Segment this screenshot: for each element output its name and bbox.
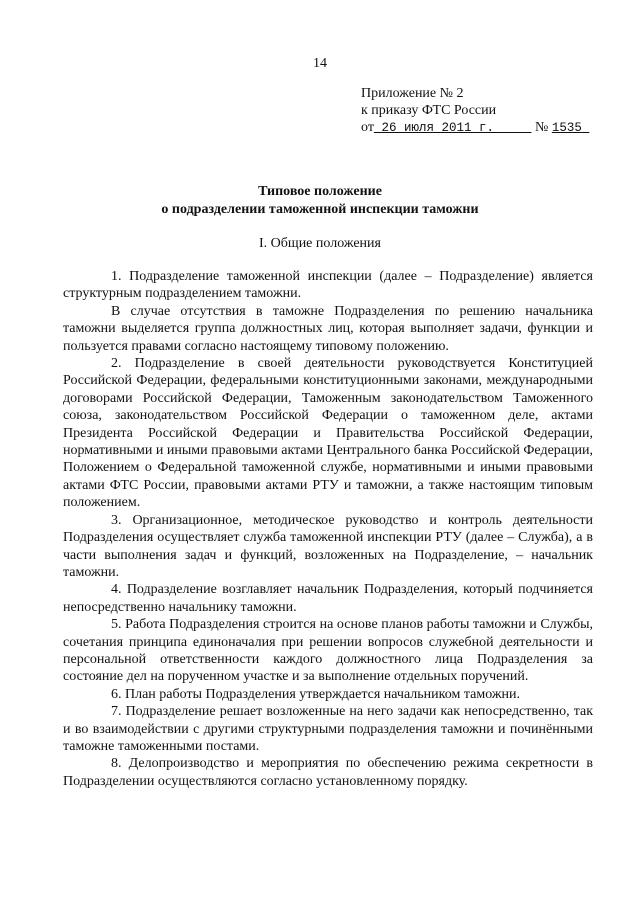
paragraph-3: 3. Организационное, методическое руководство и контроль деятельности Подразделения осуществляет служба таможенной инспекции РТУ (далее – Служба), а в части выполнения задач и функций, возложенных на Подразделение, – начальник таможни. — [63, 512, 593, 580]
document-title-line-2: о подразделении таможенной инспекции таможни — [161, 202, 479, 217]
appendix-title: Приложение № 2 — [361, 86, 464, 101]
appendix-order-reference: к приказу ФТС России — [361, 103, 497, 118]
appendix-date-number-line — [361, 119, 589, 137]
paragraph-5: 5. Работа Подразделения строится на основе планов работы таможни и Службы, сочетания принципа единоначалия при решении вопросов служебной деятельности и персональной ответственности каждого должностного лица Подразделения за состояние дел на порученном участке и за выполнение отдельных поручений. — [63, 617, 593, 685]
paragraph-1-continued: В случае отсутствия в таможне Подразделения по решению начальника таможни выделяется группа должностных лиц, которая выполняет задачи, функции и пользуется правами согласно настоящему типовому положению. — [63, 303, 593, 354]
paragraph-1: 1. Подразделение таможенной инспекции (далее – Подразделение) является структурным подразделением таможни. — [63, 269, 593, 302]
document-title — [0, 183, 640, 219]
order-date: 26 июля 2011 г. — [381, 121, 494, 135]
paragraph-6: 6. План работы Подразделения утверждается начальником таможни. — [111, 686, 521, 702]
paragraph-4: 4. Подразделение возглавляет начальник Подразделения, который подчиняется непосредственно начальнику таможни. — [63, 582, 593, 615]
document-title-line-1: Типовое положение — [258, 184, 382, 199]
section-heading: I. Общие положения — [259, 236, 381, 251]
page-number: 14 — [313, 56, 327, 71]
document-body — [63, 268, 593, 790]
date-prefix: от — [361, 120, 374, 135]
number-prefix: № — [535, 120, 549, 135]
paragraph-2: 2. Подразделение в своей деятельности руководствуется Конституцией Российской Федерации, федеральными конституционными законами, международными договорами Российской Федерации, Таможенным законодательством Таможенного союза, законодательством Российской Федерации о таможенном деле, актами Президента Российской Федерации и Правительства Российской Федерации, нормативными и иными правовыми актами Центрального банка Российской Федерации, Положением о Федеральной таможенной службе, нормативными и иными правовыми актами ФТС России, правовыми актами РТУ и таможни, а также настоящим типовым положением. — [63, 356, 593, 511]
order-number: 1535 — [551, 121, 582, 135]
appendix-block — [361, 85, 589, 137]
paragraph-8: 8. Делопроизводство и мероприятия по обеспечению режима секретности в Подразделении осуществляются согласно установленному порядку. — [63, 756, 593, 789]
paragraph-7: 7. Подразделение решает возложенные на него задачи как непосредственно, так и во взаимодействии с другими структурными подразделения таможни и починёнными таможне таможенными постами. — [63, 704, 593, 754]
